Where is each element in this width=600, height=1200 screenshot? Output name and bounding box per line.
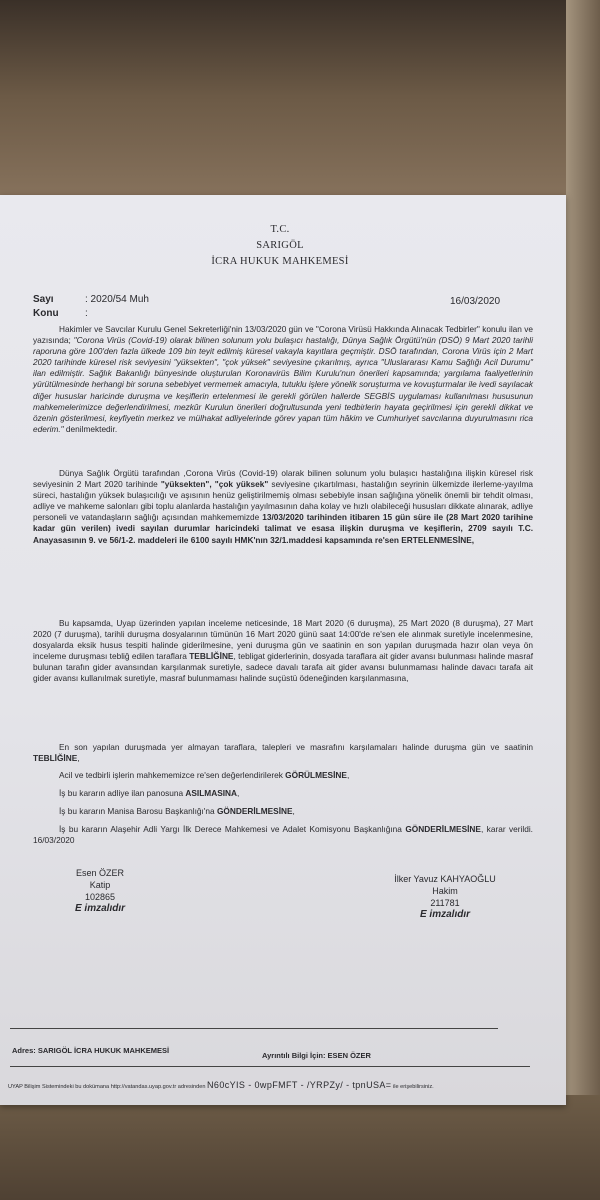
footer-address: Adres: SARIGÖL İCRA HUKUK MAHKEMESİ: [12, 1046, 170, 1055]
paragraph-2: Dünya Sağlık Örgütü tarafından ,Corona Virüs (Covid-19) olarak bilinen solunum yolu bulaşıcı hastalığına ilişkin küresel risk seviyesinin 2 Mart 2020 tarihinde "yüksekten", "çok yüksek" seviyesine çıkartılması, hastalığın seyrinin ülkemizde ilerleme-yayılma süreci, hastalığın yüksek bulaşıcılığı ve aşısının henüz geliştirilmemiş olması sebebiyle insan sağlığına yönelik önemli bir tehdit olması, adliye ve mahkeme salonları gibi toplu alanlarda hastalığın yayılmasının daha kolay ve hızlı olabileceği hususları dikkate alınarak, adliye personeli ve vatandaşların sağlığı açısından mahkememizde 13/03/2020 tarihinden itibaren 15 gün süre ile (28 Mart 2020 tarihine kadar gün verilen) ivedi sayılan durumlar haricindeki talimat ve esasa ilişkin duruşma ve keşiflerin, 2709 sayılı T.C. Anayasasının 9. ve 56/1-2. maddeleri ile 6100 sayılı HMK'nın 32/1.maddesi kapsamında re'sen ERTELENMESİNE,: [33, 468, 534, 545]
footer-info: Ayrıntılı Bilgi İçin: ESEN ÖZER: [262, 1051, 371, 1060]
paragraph-3: Bu kapsamda, Uyap üzerinden yapılan inceleme neticesinde, 18 Mart 2020 (6 duruşma), 25 Mart 2020 (8 duruşma), 27 Mart 2020 (7 duruşma), tarihli duruşma dosyalarının tümünün 16 Mart 2020 günü saat 14:00'de re'sen ele alınmak suretiyle incelenmesine, dosyalarda eksik husus tespiti halinde giderilmesine, yeni duruşma gün ve saatinin en son yapılan duruşmada hazır olan veya ön inceleme duruşması tebliğ edilen taraflara TEBLİĞİNE, tebligat giderlerinin, dosyada taraflara ait gider avansı bulunması halinde masraf bulunan tarafın gider avansından karşılanmak suretiyle, sadece davalı tarafa ait gider avansı bulunmaması halinde davacı tarafa ait gider avansı kullanılmak suretiyle, masraf bulunmaması halinde suçüstü ödeneğinden karşılanmasına,: [33, 618, 533, 684]
paragraph-1: Hakimler ve Savcılar Kurulu Genel Sekreterliği'nin 13/03/2020 gün ve "Corona Virüsü Hakkında Alınacak Tedbirler" konulu ilan ve yazısında; "Corona Virüs (Covid-19) olarak bilinen solunum yolu bulaşıcı hastalığı, Dünya Sağlık Örgütü'nün (DSÖ) 9 Mart 2020 tarihli raporuna göre 100'den fazla ülkede 109 bin teyit edilmiş küresel vakayla kayıtlara geçmiştir. DSÖ tarafından, Corona Virüs için 2 Mart 2020 tarihinde küresel risk seviyesini "yüksekten", "çok yüksek" seviyesine çıkarılmış, ayrıca "Uluslararası Kamu Sağlığı Acil Durumu" ilan edilmiştir. Sağlık Bakanlığı bünyesinde oluşturulan Koronavirüs Bilim Kurulu'nun önerileri kapsamında; yargılama faaliyetlerinin yürütülmesinde herhangi bir soruna sebebiyet vermemek amacıyla, tutuklu işlere yönelik soruşturma ve kovuşturmalar ile ivedi sayılacak diğer hususlar haricinde duruşma ve keşiflerin ertelenmesi ile gerekli görülen hallerde SEGBİS uygulaması kullanılması hususunun mahkemelerimizce değerlendirilmesi, mezkûr Kurulun önerileri doğrultusunda yeni tedbirlerin hayata geçirilmesi için gerekli dikkat ve özenin gösterilmesi, keyfiyetin merkez ve mülhakat adliyelerinde görev yapan tüm hâkim ve Cumhuriyet savcılarına duyurulmasını rica ederim." denilmektedir.: [33, 324, 533, 434]
postponement-decision: 13/03/2020 tarihinden itibaren 15 gün süre ile (28 Mart 2020 tarihine kadar gün verilen) ivedi sayılan durumlar haricindeki talimat ve esasa ilişkin duruşma ve keşiflerin, 2709 sayılı T.C. Anayasasının 9. ve 56/1-2. maddeleri ile 6100 sayılı HMK'nın 32/1.maddesi kapsamında re'sen ERTELENMESİNE,: [33, 512, 534, 545]
clerk-name: Esen ÖZER: [75, 868, 124, 878]
signature-judge: [360, 873, 530, 921]
background-bottom: [0, 1095, 600, 1200]
meta-sayi: [33, 294, 149, 305]
konu-value: :: [85, 308, 88, 319]
document-date: 16/03/2020: [450, 296, 501, 307]
document-header: [0, 222, 560, 270]
header-sarigol: SARIGÖL: [256, 240, 304, 251]
decision-line-6: İş bu kararın adliye ilan panosuna ASILMASINA,: [59, 788, 240, 798]
clerk-title: Katip: [89, 880, 111, 890]
hsk-quote: "Corona Virüs (Covid-19) olarak bilinen solunum yolu bulaşıcı hastalığı, Dünya Sağlık Örgütü'nün (DSÖ) 9 Mart 2020 tarihli raporuna göre 100'den fazla ülkede 109 bin teyit edilmiş küresel vakayla kayıtlara geçmiştir. DSÖ tarafından, Corona Virüs için 2 Mart 2020 tarihinde küresel risk seviyesini "yüksekten", "çok yüksek" seviyesine çıkarılmış, ayrıca "Uluslararası Kamu Sağlığı Acil Durumu" ilan edilmiştir. Sağlık Bakanlığı bünyesinde oluşturulan Koronavirüs Bilim Kurulu'nun önerileri kapsamında; yargılama faaliyetlerinin yürütülmesinde herhangi bir soruna sebebiyet vermemek amacıyla, tutuklu işlere yönelik soruşturma ve kovuşturmalar ile ivedi sayılacak diğer hususlar haricinde duruşma ve keşiflerin ertelenmesi ile gerekli görülen hallerde SEGBİS uygulaması kullanılması hususunun mahkemelerimizce değerlendirilmesi, mezkûr Kurulun önerileri doğrultusunda yeni tedbirlerin hayata geçirilmesi için gerekli dikkat ve özenin gösterilmesi, keyfiyetin merkez ve mülhakat adliyelerinde görev yapan tüm hâkim ve Cumhuriyet savcılarına duyurulmasını rica ederim.": [33, 335, 533, 434]
header-tc: T.C.: [270, 224, 290, 235]
header-court: İCRA HUKUK MAHKEMESİ: [211, 256, 349, 267]
paragraph-4: En son yapılan duruşmada yer almayan taraflara, talepleri ve masrafını karşılamaları halinde duruşma gün ve saatinin TEBLİĞİNE,: [33, 742, 533, 764]
uyap-text: UYAP Bilişim Sistemindeki bu dokümana http://vatandas.uyap.gov.tr adresinden: [8, 1084, 206, 1090]
uyap-footer: [8, 1080, 548, 1090]
clerk-esign: E imzalıdır: [74, 903, 125, 914]
signature-clerk: [40, 867, 160, 915]
footer-divider: [10, 1028, 498, 1029]
judge-title: Hakim: [432, 886, 458, 896]
uyap-end: ile erişebilirsiniz.: [393, 1084, 434, 1090]
clerk-number: 102865: [84, 892, 116, 902]
judge-name: İlker Yavuz KAHYAOĞLU: [394, 874, 496, 884]
decision-line-5: Acil ve tedbirli işlerin mahkememizce re'sen değerlendirilerek GÖRÜLMESİNE,: [59, 770, 350, 780]
judge-number: 211781: [430, 898, 460, 908]
uyap-code: N60cYIS - 0wpFMFT - /YRPZy/ - tpnUSA=: [207, 1080, 392, 1090]
sayi-label: Sayı: [33, 294, 54, 305]
footer-divider-2: [10, 1066, 530, 1067]
background-top: [0, 0, 600, 215]
meta-konu: [33, 308, 88, 319]
background-right: [566, 0, 600, 1200]
decision-line-7: İş bu kararın Manisa Barosu Başkanlığı'na GÖNDERİLMESİNE,: [59, 806, 295, 816]
decision-line-8: İş bu kararın Alaşehir Adli Yargı İlk Derece Mahkemesi ve Adalet Komisyonu Başkanlığına GÖNDERİLMESİNE, karar verildi. 16/03/2020: [33, 824, 533, 846]
konu-label: Konu: [33, 308, 59, 319]
sayi-value: : 2020/54 Muh: [85, 294, 149, 305]
judge-esign: E imzalıdır: [419, 909, 470, 920]
